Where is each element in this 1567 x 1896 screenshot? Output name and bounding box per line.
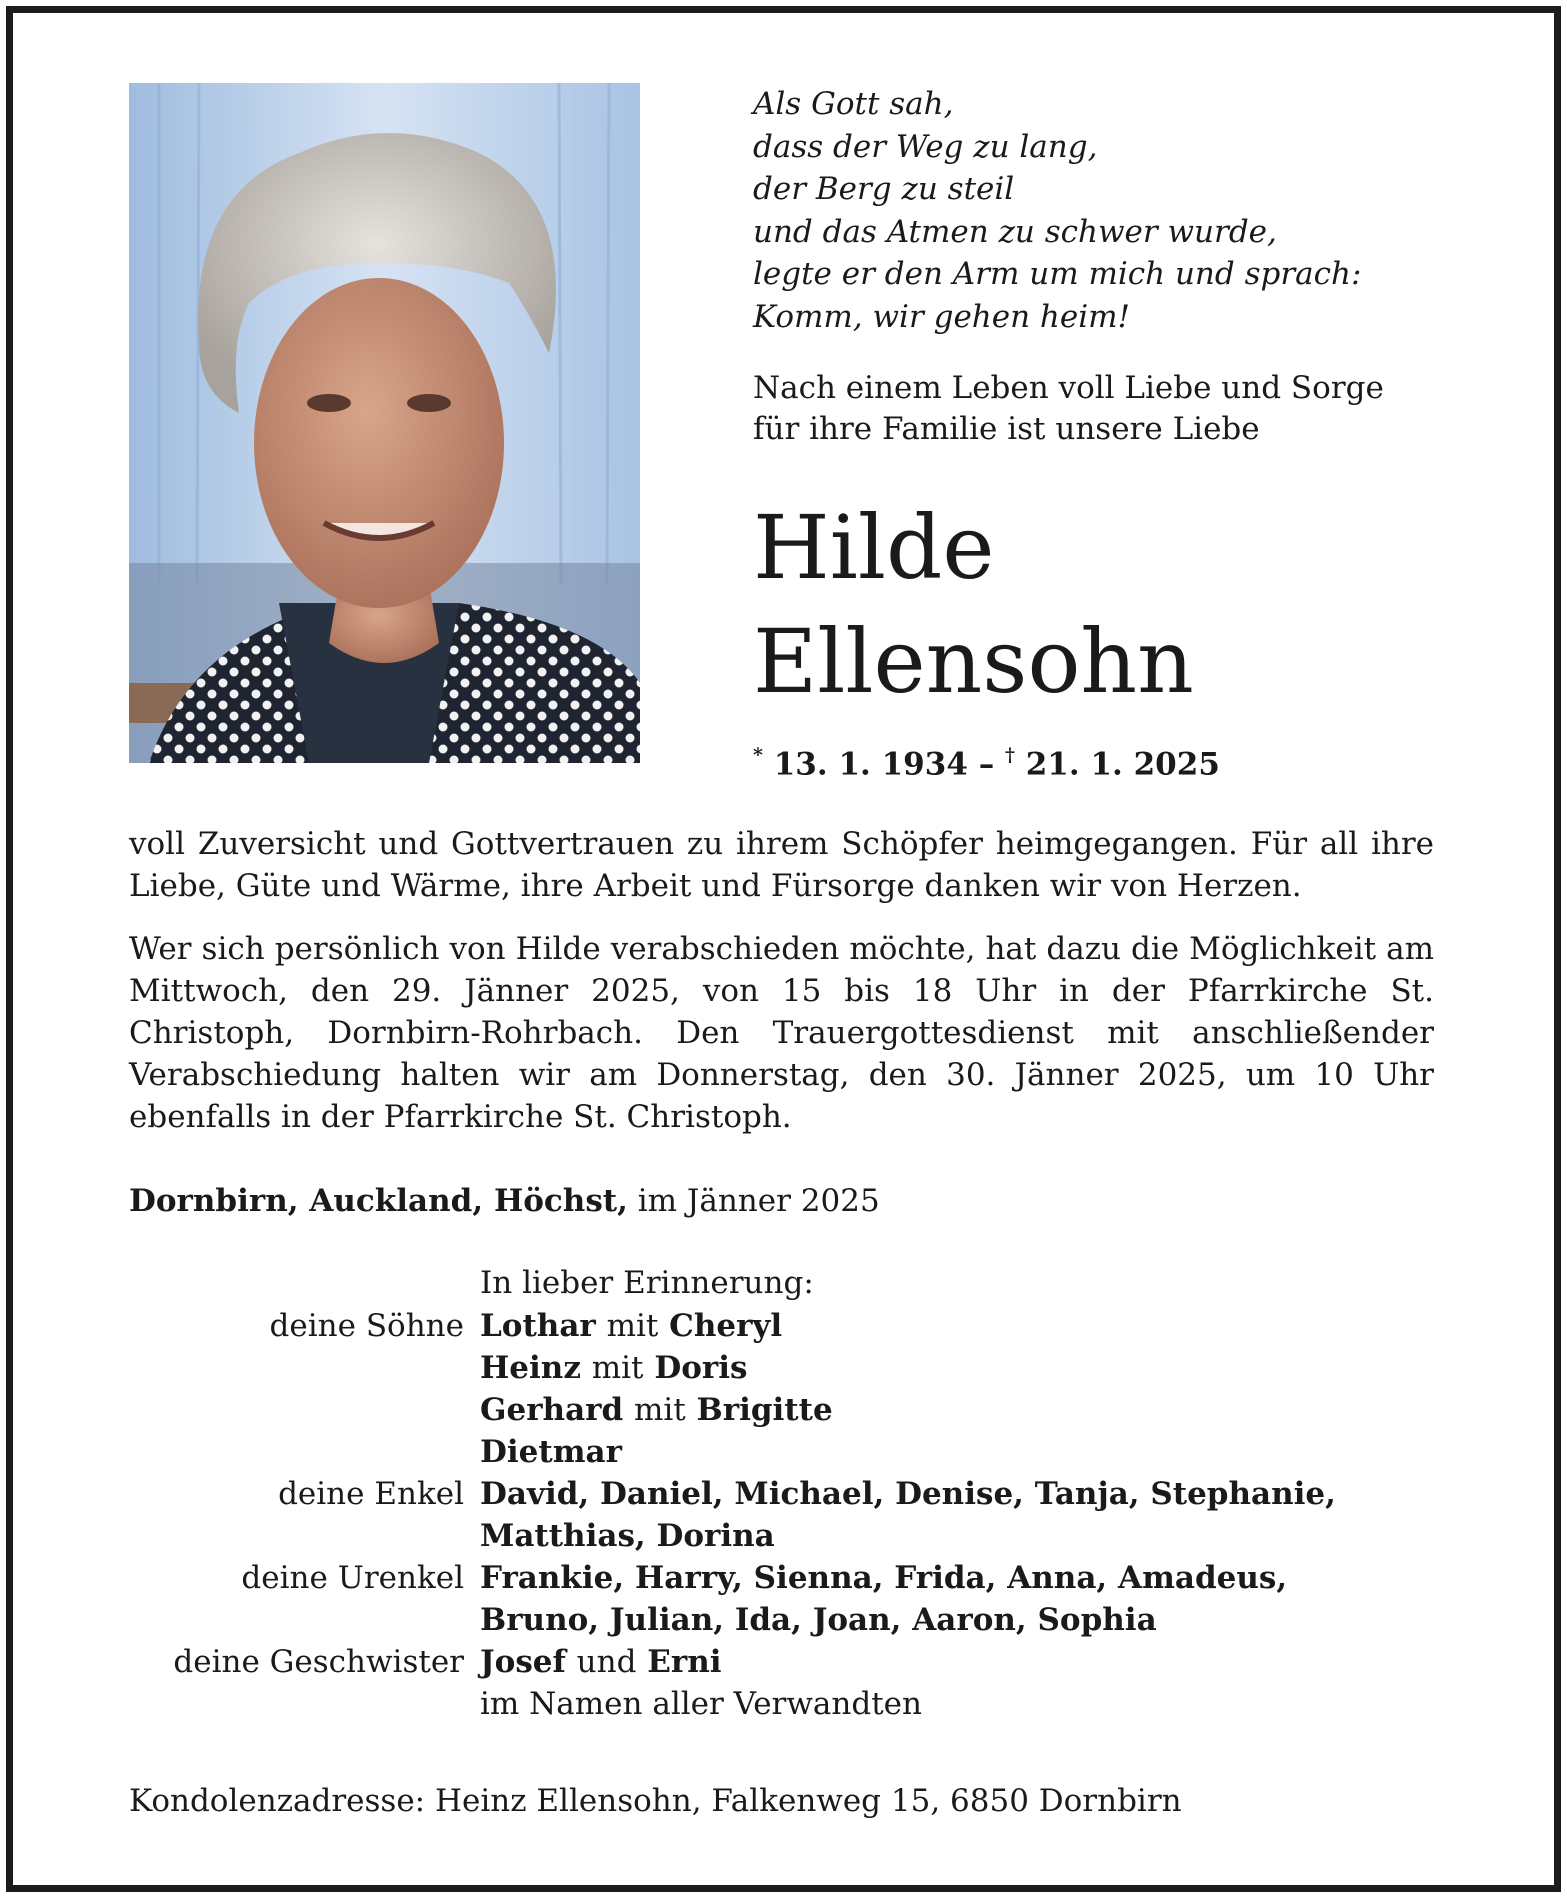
- deceased-name: [753, 491, 1194, 719]
- poem-line: der Berg zu steil: [753, 171, 1015, 207]
- intro-text: [753, 368, 1384, 450]
- death-symbol: †: [1005, 744, 1015, 766]
- joiner: mit: [591, 1350, 644, 1386]
- place-date-line: [129, 1183, 880, 1219]
- month-date: im Jänner 2025: [637, 1183, 880, 1219]
- closing-line: im Namen aller Verwandten: [480, 1686, 922, 1722]
- paragraph-service-info: Wer sich persönlich von Hilde verabschieden möchte, hat dazu die Möglichkeit am Mittwoch, den 29. Jänner 2025, von 15 bis 18 Uhr in der Pfarrkirche St. Christoph, Dornbirn-Rohrbach. Den Trauergottesdienst mit anschließender Verabschiedung halten wir am Donnerstag, den 30. Jänner 2025, um 10 Uhr ebenfalls in der Pfarrkirche St. Christoph.: [129, 931, 1434, 1135]
- family-label: deine Urenkel: [241, 1560, 464, 1596]
- poem-line: legte er den Arm um mich und sprach:: [753, 256, 1362, 292]
- family-entry: Frankie, Harry, Sienna, Frida, Anna, Amadeus,: [480, 1560, 1288, 1596]
- places: Dornbirn, Auckland, Höchst,: [129, 1183, 628, 1219]
- family-list: [129, 1305, 1449, 1725]
- poem-line: dass der Weg zu lang,: [753, 128, 1098, 165]
- family-member: Gerhard: [480, 1392, 624, 1428]
- family-member: Cheryl: [669, 1308, 783, 1344]
- family-member: Heinz: [480, 1350, 581, 1386]
- joiner: und: [576, 1644, 637, 1680]
- family-group-siblings: [129, 1641, 1449, 1725]
- family-group-great-grandchildren: [129, 1557, 1449, 1641]
- family-entry: [480, 1347, 1449, 1389]
- family-member: Doris: [654, 1350, 748, 1386]
- family-label: deine Geschwister: [173, 1644, 464, 1680]
- family-member: Dietmar: [480, 1434, 622, 1470]
- family-group-sons: [129, 1305, 1449, 1473]
- portrait-illustration: [129, 83, 640, 763]
- poem: [753, 83, 1361, 338]
- poem-line: und das Atmen zu schwer wurde,: [753, 213, 1277, 250]
- joiner: mit: [633, 1392, 686, 1428]
- family-entry: David, Daniel, Michael, Denise, Tanja, Stephanie,: [480, 1476, 1336, 1512]
- portrait-photo: [129, 83, 640, 763]
- family-entry: Bruno, Julian, Ida, Joan, Aaron, Sophia: [480, 1602, 1157, 1638]
- obituary-card: [6, 6, 1561, 1892]
- paragraph-gratitude: voll Zuversicht und Gottvertrauen zu ihrem Schöpfer heimgegangen. Für all ihre Liebe, Güte und Wärme, ihre Arbeit und Fürsorge danken wir von Herzen.: [129, 826, 1434, 904]
- family-group-grandchildren: [129, 1473, 1449, 1557]
- poem-line: Komm, wir gehen heim!: [753, 298, 1131, 335]
- family-label: deine Söhne: [269, 1308, 464, 1344]
- last-name: Ellensohn: [753, 610, 1194, 713]
- family-entry: [480, 1389, 1449, 1431]
- family-entry: [480, 1431, 1449, 1473]
- date-separator: –: [978, 746, 995, 783]
- death-date: 21. 1. 2025: [1025, 746, 1220, 783]
- family-member: Josef: [480, 1644, 566, 1680]
- intro-line: Nach einem Leben voll Liebe und Sorge: [753, 370, 1384, 406]
- intro-line: für ihre Familie ist unsere Liebe: [753, 411, 1260, 447]
- family-member: Lothar: [480, 1308, 596, 1344]
- birth-date: 13. 1. 1934: [773, 746, 968, 783]
- family-label: deine Enkel: [278, 1476, 464, 1512]
- life-dates: [753, 746, 1220, 782]
- birth-symbol: *: [753, 744, 763, 766]
- first-name: Hilde: [753, 496, 995, 599]
- family-entry: Matthias, Dorina: [480, 1518, 775, 1554]
- memory-heading: In lieber Erinnerung:: [480, 1265, 814, 1301]
- family-member: Brigitte: [696, 1392, 833, 1428]
- condolence-address: Kondolenzadresse: Heinz Ellensohn, Falkenweg 15, 6850 Dornbirn: [129, 1783, 1182, 1819]
- family-entry: [480, 1641, 1449, 1683]
- family-member: Erni: [647, 1644, 722, 1680]
- joiner: mit: [606, 1308, 659, 1344]
- poem-line: Als Gott sah,: [753, 86, 954, 122]
- family-entry: [480, 1305, 1449, 1347]
